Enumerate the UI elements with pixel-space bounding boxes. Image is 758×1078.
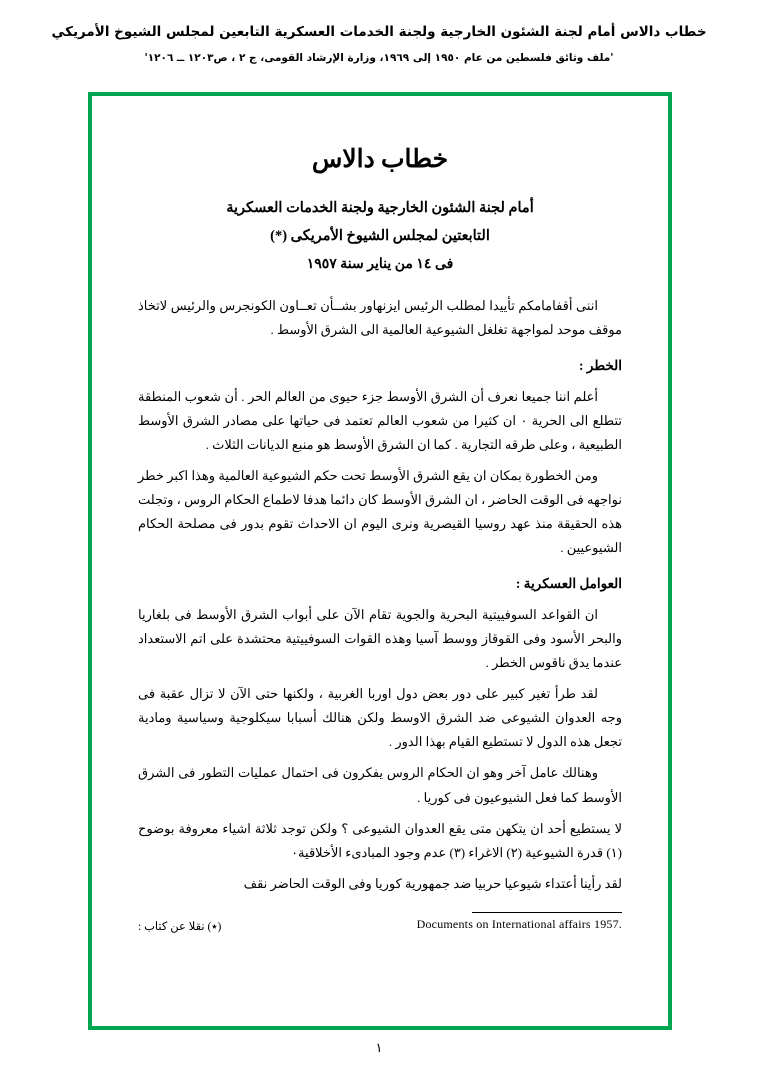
paragraph-7: لقد رأينا أعتداء شيوعيا حربيا ضد جمهورية كوريا وفى الوقت الحاضر نقف (243, 875, 622, 891)
paragraph-6: لا يستطيع أحد ان يتكهن متى يقع العدوان الشيوعى ؟ ولكن توجد ثلاثة اشياء معروفة بوضوح (١) قدرة الشيوعية (٢) الاغراء (٣) عدم وجود المبادىء الأخلاقية٠ (138, 820, 622, 860)
paragraph-intro: اننى أقفامامكم تأييدا لمطلب الرئيس ايزنهاور بشــأن تعــاون الكونجرس والرئيس لاتخاذ موقف موحد لمواجهة تغلغل الشيوعية العالمية الى الشرق الأوسط . (138, 297, 622, 337)
paragraph-3: ان القواعد السوفييتية البحرية والجوية تقام الآن على أبواب الشرق الأوسط فى بلغاريا والبحر الأسود وفى القوقاز ووسط آسيا وهذه القوات السوفييتية محتشدة على اتم الاستعداد عندما يدق ناقوس الخطر . (138, 607, 622, 671)
speech-title: خطاب دالاس (311, 146, 449, 173)
frame-content (92, 96, 668, 1026)
section-heading-danger: الخطر : (579, 357, 622, 373)
paragraph-1: أعلم اننا جميعا نعرف أن الشرق الأوسط جزء حيوى من العالم الحر . أن شعوب المنطقة تتطلع الى الحرية ٠ ان كثيرا من شعوب العالم تعتمد فى حياتها على مصادر الشرق الأوسط الطبيعية ، وعلى طرقه التجارية . كما ان الشرق الأوسط هو منبع الديانات الثلاث . (138, 388, 623, 452)
green-border-frame (88, 92, 672, 1030)
document-header (0, 0, 758, 67)
paragraph-5: وهنالك عامل آخر وهو ان الحكام الروس يفكرون فى احتمال عمليات التطور فى الشرق الأوسط كما فعل الشيوعيون فى كوريا . (138, 765, 622, 805)
section-heading-military-factors: العوامل العسكرية : (515, 576, 622, 592)
footnote-english-reference: Documents on International affairs 1957. (416, 916, 622, 931)
header-title: خطاب دالاس أمام لجنة الشئون الخارجية ولجنة الخدمات العسكرية التابعين لمجلس الشيوخ الأمريكي (51, 24, 707, 40)
speech-subtitle-line2: التابعتين لمجلس الشيوخ الأمريكى (*) (270, 228, 490, 245)
header-source: 'ملف وثائق فلسطين من عام ١٩٥٠ إلى ١٩٦٩، وزارة الإرشاد القومى، ج ٢ ، ص١٢٠٣ ــ ١٢٠٦' (144, 52, 614, 65)
speech-body (138, 294, 622, 896)
paragraph-4: لقد طرأ تغير كبير على دور بعض دول اوربا الغربية ، ولكنها حتى الآن لا تزال عقبة فى وجه العدوان الشيوعى ضد الشرق الاوسط ولكن هنالك أسبابا سيكلوجية وسياسية ومادية تجعل هذه الدول لا تستطيع القيام بهذا الدور . (138, 686, 622, 750)
speech-date: فى ١٤ من يناير سنة ١٩٥٧ (306, 256, 454, 272)
paragraph-2: ومن الخطورة بمكان ان يقع الشرق الأوسط تحت حكم الشيوعية العالمية وهذا اكبر خطر نواجهه فى الوقت الحاضر ، ان الشرق الأوسط كان دائما هدفا لاطماع الحكام الروس ، وتجلت هذه الحقيقة منذ عهد روسيا القيصرية ونرى اليوم ان الاحداث تقوم بدور فى مصلحة الحكام الشيوعيين . (138, 468, 622, 556)
speech-subtitle-line1: أمام لجنة الشئون الخارجية ولجنة الخدمات العسكرية (226, 200, 534, 216)
footnote-arabic: (٭) نقلا عن كتاب : (138, 920, 222, 933)
page-number: ١ (375, 1040, 383, 1055)
footnote (138, 917, 622, 933)
footnote-divider (472, 912, 622, 913)
